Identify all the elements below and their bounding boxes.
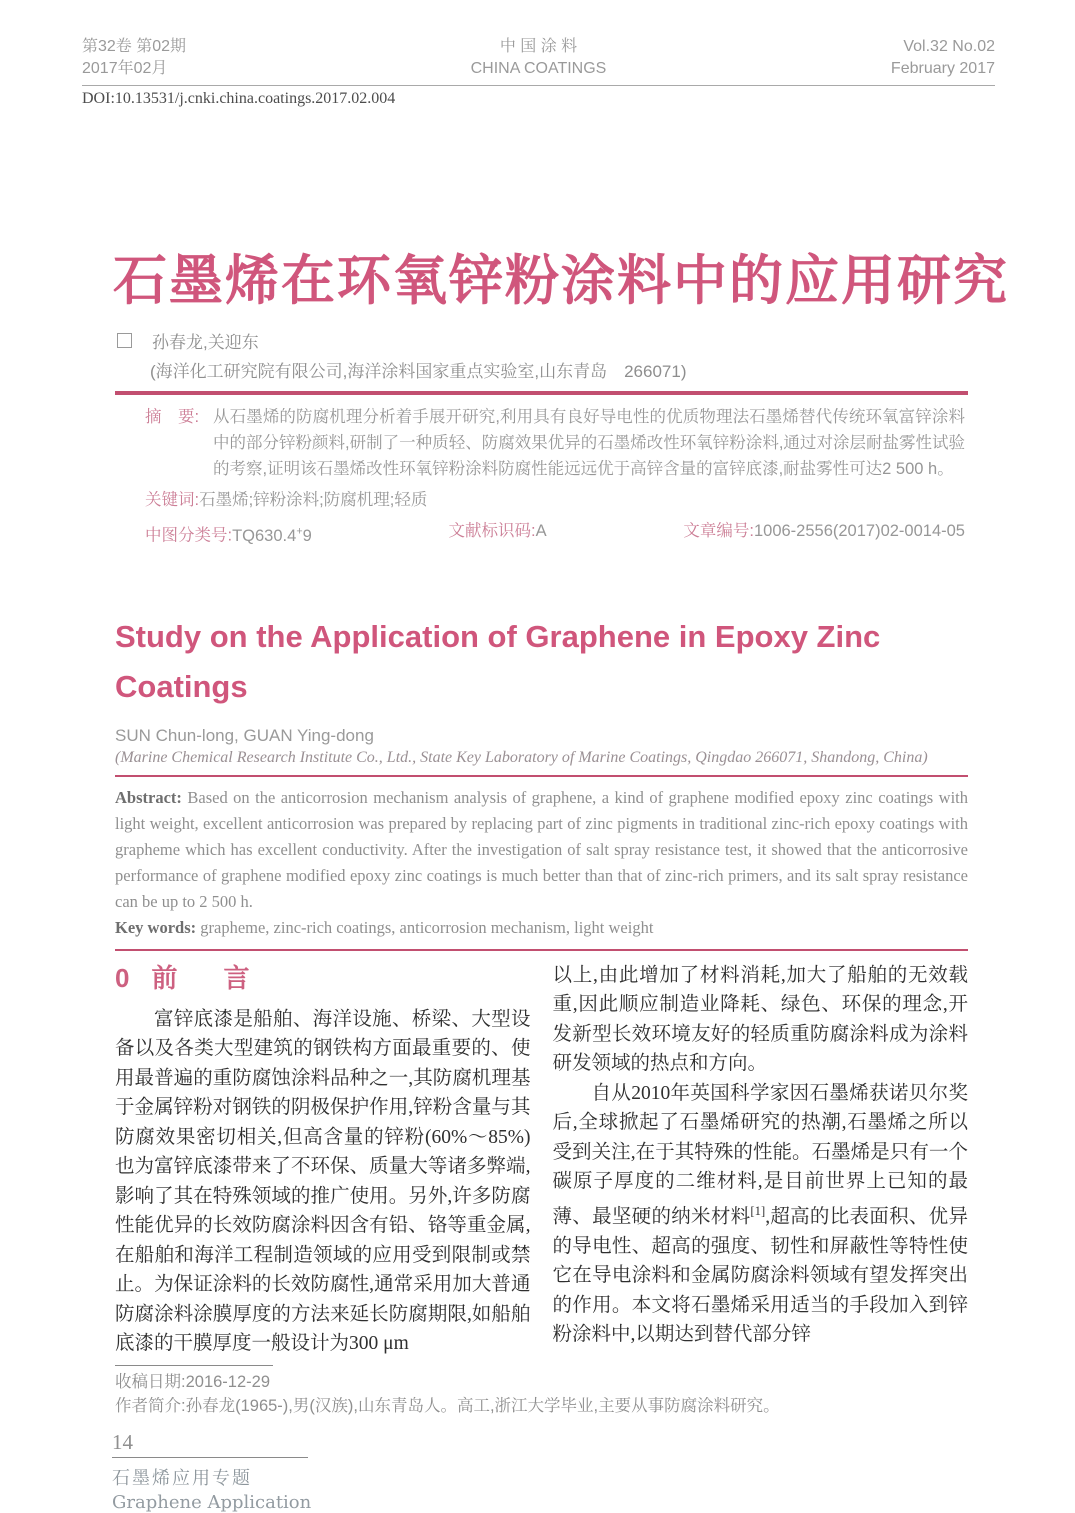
article-id-value: 1006-2556(2017)02-0014-05 [753, 522, 965, 540]
keywords-en-block [115, 915, 968, 941]
author-bio-text: 孙春龙(1965-),男(汉族),山东青岛人。高工,浙江大学毕业,主要从事防腐涂料研究。 [185, 1396, 780, 1415]
clc-value: TQ630.4+9 [232, 525, 312, 545]
article-title-zh: 石墨烯在环氧锌粉涂料中的应用研究 [113, 251, 1009, 311]
affiliation-zh: (海洋化工研究院有限公司,海洋涂料国家重点实验室,山东青岛 266071) [150, 362, 687, 381]
section-0-heading [115, 961, 531, 995]
volume-issue-en: Vol.32 No.02 [903, 38, 995, 55]
keywords-zh-label: 关键词: [145, 491, 200, 509]
body-paragraph-right-1: 以上,由此增加了材料消耗,加大了船舶的无效载重,因此顺应制造业降耗、绿色、环保的理念,开发新型长效环境友好的轻质重防腐涂料成为涂料研发领域的热点和方向。 [552, 964, 968, 1074]
header-divider [82, 85, 995, 86]
journal-header-center [471, 36, 607, 80]
authors-en: SUN Chun-long, GUAN Ying-dong [115, 725, 374, 745]
abstract-en-block [115, 785, 968, 915]
doi: DOI:10.13531/j.cnki.china.coatings.2017.02.004 [82, 90, 396, 107]
clc-item [145, 519, 312, 548]
abstract-zh-block [145, 404, 965, 482]
doc-code-label: 文献标识码: [448, 522, 536, 540]
body-paragraph-right-2: 自从2010年英国科学家因石墨烯获诺贝尔奖后,全球掀起了石墨烯研究的热潮,石墨烯之所以受到关注,在于其特殊的性能。石墨烯是只有一个碳原子厚度的二维材料,是目前世界上已知的最薄、最坚硬的纳米材料[1],超高的比表面积、优异的导电性、超高的强度、韧性和屏蔽性等特性使它在导电涂料和金属防腐涂料领域有望发挥突出的作用。本文将石墨烯采用适当的手段加入到锌粉涂料中,以期达到替代部分锌 [552, 1082, 968, 1345]
date-en: February 2017 [890, 60, 995, 77]
date-zh: 2017年02月 [82, 60, 168, 77]
abstract-en-top-divider [115, 775, 968, 777]
keywords-zh-block [145, 488, 965, 512]
author-bio-line [115, 1394, 965, 1418]
left-column [115, 961, 531, 1359]
received-date-label: 收稿日期: [115, 1372, 186, 1391]
affiliation-en: (Marine Chemical Research Institute Co., Ltd., State Key Laboratory of Marine Coatings, Qingdao 266071, Shandong, China) [115, 748, 928, 766]
body-paragraph-left: 富锌底漆是船舶、海洋设施、桥梁、大型设备以及各类大型建筑的钢铁构方面最重要的、使用最普遍的重防腐蚀涂料品种之一,其防腐机理基于金属锌粉对钢铁的阴极保护作用,锌粉含量与其防腐效果密切相关,但高含量的锌粉(60%～85%)也为富锌底漆带来了不环保、质量大等诸多弊端,影响了其在特殊领域的推广使用。另外,许多防腐性能优异的长效防腐涂料因含有铅、铬等重金属,在船舶和海洋工程制造领域的应用受到限制或禁止。为保证涂料的长效防腐性,通常采用加大普通防腐涂料涂膜厚度的方法来延长防腐期限,如船舶底漆的干膜厚度一般设计为300 μm [115, 1008, 531, 1354]
section-0-number: 0 [115, 962, 130, 993]
abstract-en-text: Based on the anticorrosion mechanism analysis of graphene, a kind of graphene modified epoxy zinc coatings with light weight, excellent anticorrosion was prepared by replacing part of zinc pigments in traditional zinc-rich epoxy coatings with grapheme which has excellent conductivity. After the investigation of salt spray resistance test, it showed that the anticorrosive performance of graphene modified epoxy zinc coatings is much better than that of zinc-rich primers, and its salt spray resistance can be up to 2 500 h. [115, 787, 968, 911]
clc-label: 中图分类号: [145, 526, 233, 545]
authors-zh: 孙春龙,关迎东 [152, 333, 259, 352]
received-date-line [115, 1370, 965, 1394]
article-title-en [115, 612, 965, 712]
clc-superscript: + [296, 525, 303, 537]
body-columns [115, 961, 968, 1359]
journal-name-zh: 中 国 涂 料 [499, 38, 578, 55]
section-0-title: 前 言 [151, 962, 260, 993]
volume-issue-zh: 第32卷 第02期 [82, 38, 187, 55]
authors-zh-row [117, 328, 965, 353]
footnote-block [115, 1365, 965, 1418]
page-number: 14 [112, 1429, 133, 1454]
author-bio-label: 作者简介: [115, 1396, 186, 1415]
title-divider-thick [115, 391, 968, 395]
doc-code-value: A [535, 522, 547, 540]
journal-header-right [891, 36, 995, 80]
author-square-icon [117, 333, 132, 348]
article-id-item [683, 519, 965, 548]
page-footer [112, 1430, 1075, 1513]
journal-name-en: CHINA COATINGS [470, 60, 607, 77]
abstract-zh-label: 摘 要: [145, 408, 200, 426]
article-title-en-line2: Coatings [115, 668, 248, 704]
article-id-label: 文章编号: [683, 522, 754, 540]
doc-code-item [449, 519, 547, 548]
journal-header-left [82, 36, 186, 80]
keywords-en-label: Key words: [115, 917, 197, 937]
article-title-en-line1: Study on the Application of Graphene in Epoxy Zinc [115, 618, 881, 654]
page-footer-divider [112, 1457, 308, 1458]
right-column [553, 961, 969, 1359]
journal-header [82, 36, 995, 80]
abstract-en-bottom-divider [115, 949, 968, 951]
keywords-en-text: grapheme, zinc-rich coatings, anticorrosion mechanism, light weight [196, 917, 654, 937]
abstract-zh-text: 从石墨烯的防腐机理分析着手展开研究,利用具有良好导电性的优质物理法石墨烯替代传统环氧富锌涂料中的部分锌粉颜料,研制了一种质轻、防腐效果优异的石墨烯改性环氧锌粉涂料,通过对涂层耐盐雾性试验的考察,证明该石墨烯改性环氧锌粉涂料防腐性能远远优于高锌含量的富锌底漆,耐盐雾性可达2 500 h。 [213, 408, 965, 478]
special-topic-zh: 石墨烯应用专题 [112, 1467, 252, 1488]
reference-1-marker: [1] [750, 1203, 766, 1218]
abstract-en-label: Abstract: [115, 787, 182, 807]
received-date-value: 2016-12-29 [185, 1372, 270, 1391]
footnote-divider [115, 1365, 273, 1366]
keywords-zh-text: 石墨烯;锌粉涂料;防腐机理;轻质 [199, 491, 428, 509]
special-topic-en: Graphene Application [112, 1491, 312, 1513]
meta-row [145, 519, 965, 548]
